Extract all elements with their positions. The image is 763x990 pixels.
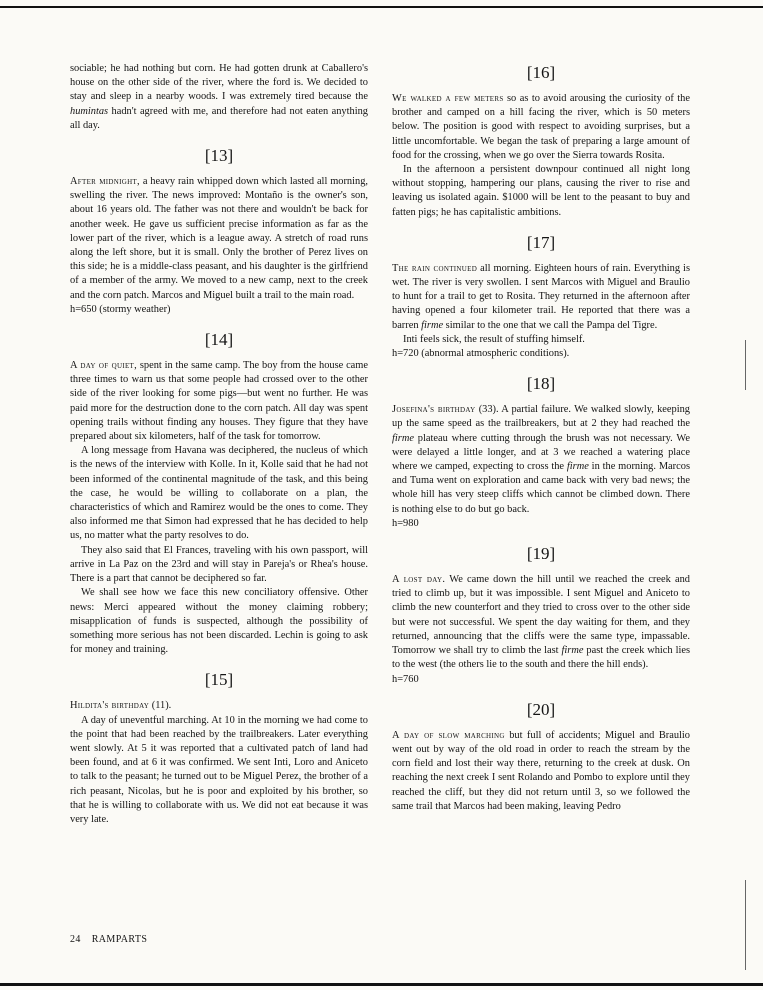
entry-14-lead: A day of quiet,: [70, 360, 138, 372]
section-heading-16: [16]: [526, 63, 556, 82]
left-column: [70, 62, 368, 827]
bottom-rule: [0, 983, 763, 986]
entry-19-text-a: We came down the hill until we reached the creek and tried to climb up, but it was impossible. I sent Miguel and Aniceto to climb the new counterfort and they tried to cross over to the other side but were not successful. We spent the day waiting for them, and they returned, announcing that the cliffs were the same type, impassable. Tomorrow we shall try to climb the last: [392, 574, 691, 657]
entry-16-text: so as to avoid arousing the curiosity of the brother and camped on a hill facing the river, which is 50 meters below. The position is good with respect to avoiding surprises, but a little uncomfortable. We began the task of preparing a large amount of food for the crossing, when we go over the Sierra towards Rosita.: [392, 93, 690, 161]
entry-19-altitude: h=760: [392, 673, 419, 685]
top-rule: [0, 6, 763, 8]
page-footer: [70, 934, 147, 945]
entry-13-paragraph-1: [70, 175, 368, 303]
entry-17-text-b: similar to the one that we call the Pampa del Tigre.: [443, 319, 658, 331]
entry-14-paragraph-2: A long message from Havana was deciphered, the nucleus of which is the news of the interview with Kolle. In it, Kolle said that he had not been informed of the continental magnitude of the task, and this being the case, he would be willing to collaborate on a plan, the characteristics of which and Ramirez would be the ones to come. They also informed me that Simon had expressed that he has decided to help us, no matter what the party resolves to do.: [70, 445, 368, 542]
right-column: [392, 62, 690, 814]
intro-italic: humintas: [70, 105, 109, 117]
section-heading-17: [17]: [526, 232, 556, 252]
entry-20-text: but full of accidents; Miguel and Braulio went out by way of the old road in order to reach the stream by the corn field and lost their way there, returning to the creek at dusk. On reaching the next creek I sent Rolando and Pombo to explore until they reached the cliff, but they did not return until 3, so we followed the same trail that Marcos had been making, leaving Pedro: [392, 729, 690, 812]
section-heading-19: [19]: [526, 544, 556, 564]
entry-18-paragraph-1: [392, 403, 690, 517]
entry-16-paragraph-1: [392, 92, 690, 163]
entry-15-lead-line: [70, 699, 368, 713]
entry-17-text-a: all morning. Eighteen hours of rain. Everything is wet. The river is very swollen. I sent Marcos with Miguel and Braulio to hunt for a trail to get to Rosita. They returned in the afternoon after having opened a four kilometer trail. He reported that there was a barren: [392, 262, 690, 331]
entry-14-text: spent in the same camp. The boy from the house came three times to warn us that some people had crossed over to the other side of the river looking for some pigs—but went no further. He was paid more for the destruction done to the corn patch. All day was spent opening trails without finding any houses. They figure that they have prepared about six kilometers, half of the task for tomorrow.: [70, 360, 368, 443]
entry-15-lead-rest: (11).: [149, 700, 172, 712]
entry-16-lead: We walked a few meters: [392, 93, 504, 104]
entry-19-italic: firme: [561, 645, 584, 657]
entry-14-paragraph-4: We shall see how we face this new conciliatory offensive. Other news: Merci appeared without the money claiming robbery; misapplication of funds is suspected, although the possibility of something more serious has not been discarded. Lechin is going to ask for money and training.: [70, 587, 368, 656]
section-heading-18: [18]: [526, 374, 556, 394]
entry-18-text-b: plateau where cutting through the brush was not necessary. We were delayed a little longer, and at 3 we reached a watering place where we camped, expecting to cross the: [392, 432, 690, 473]
scan-edge-mark: [745, 340, 746, 390]
entry-18-italic-2: firme: [566, 461, 589, 473]
section-heading-20: [20]: [526, 699, 556, 719]
entry-18-text-c: in the morning. Marcos and Tuma went on exploration and came back with very bad news; the whole hill has very steep cliffs which cannot be climbed down. There is nothing else to do but go back.: [392, 461, 690, 515]
section-heading-13: [13]: [204, 146, 234, 166]
publication-name: RAMPARTS: [91, 934, 148, 945]
entry-17-paragraph-2: Inti feels sick, the result of stuffing himself.: [403, 333, 585, 345]
entry-20-lead: A day of slow marching: [392, 729, 505, 741]
entry-13-altitude: h=650 (stormy weather): [70, 303, 171, 315]
entry-15-lead: Hildita's birthday: [70, 700, 150, 712]
intro-paragraph: [70, 62, 368, 133]
entry-19-text-b: past the creek which lies to the west (the others lie to the south and there the hill ends).: [392, 645, 690, 671]
entry-18-italic-1: firme: [392, 432, 414, 444]
entry-18-text-a: (33). A partial failure. We walked slowly, keeping up the same speed as the trailbreakers, but at 2 they had reached the: [392, 404, 690, 430]
entry-15-paragraph-1: A day of uneventful marching. At 10 in the morning we had come to the point that had been reached by the trailbreakers. Later everything went slowly. At 5 it was reported that a cultivated patch of land had been found, and at 6 it was confirmed. We sent Inti, Loro and Aniceto to talk to the peasant; he turned out to be Miguel Perez, the brother of a rich peasant, Nicolas, but he is poor and exploited by his brother, so that he is willing to collaborate with us. We did not eat because it was very late.: [70, 714, 368, 825]
entry-13-text: a heavy rain whipped down which lasted all morning, swelling the river. The news improved: Montaño is the owner's son, about 16 years old. The father was not there and wouldn't be back for another week. He gave us sufficient precise information as far as the lower part of the river, which is a league away. A stretch of road runs along the left shore, but it is small. Only the brother of Perez lives on this side; he is a middle-class peasant, and his daughter is the girlfriend of a member of the army. We moved to a new camp, next to the creek and the corn patch. Marcos and Miguel built a trail to the main road.: [70, 176, 368, 301]
entry-18-lead: Josefina's birthday: [392, 404, 476, 416]
entry-19-paragraph-1: [392, 573, 690, 672]
entry-14-paragraph-1: [70, 359, 368, 444]
entry-14-paragraph-3: They also said that El Frances, traveling with his own passport, will arrive in La Paz on the 23rd and will stay in Pareja's or Rhea's house. There is a part that cannot be deciphered so far.: [70, 544, 368, 585]
entry-17-italic: firme: [421, 319, 444, 331]
section-heading-14: [14]: [204, 330, 234, 350]
intro-text-a: sociable; he had nothing but corn. He had gotten drunk at Caballero's house on the other side of the river, where the ford is. We decided to stay and sleep in a nearby woods. I was extremely tired because the: [70, 63, 368, 103]
section-heading-15: [15]: [204, 670, 234, 690]
intro-text-b: hadn't agreed with me, and therefore had not eaten anything all day.: [70, 105, 368, 131]
entry-13-lead: After midnight,: [70, 176, 140, 188]
entry-17-paragraph-1: [392, 262, 690, 333]
entry-20-paragraph-1: [392, 729, 690, 814]
entry-17-altitude: h=720 (abnormal atmospheric conditions).: [392, 348, 570, 360]
entry-17-lead: The rain continued: [392, 262, 478, 274]
scan-edge-mark-lower: [745, 880, 746, 970]
entry-19-lead: A lost day.: [392, 574, 446, 586]
page-number: 24: [70, 934, 81, 945]
entry-18-altitude: h=980: [392, 517, 419, 529]
entry-16-paragraph-2: In the afternoon a persistent downpour continued all night long without stopping, hampering our plans, causing the river to rise and leaving us isolated again. $1000 will be lent to the peasant to buy and fatten pigs; he has capitalistic ambitions.: [392, 164, 690, 218]
